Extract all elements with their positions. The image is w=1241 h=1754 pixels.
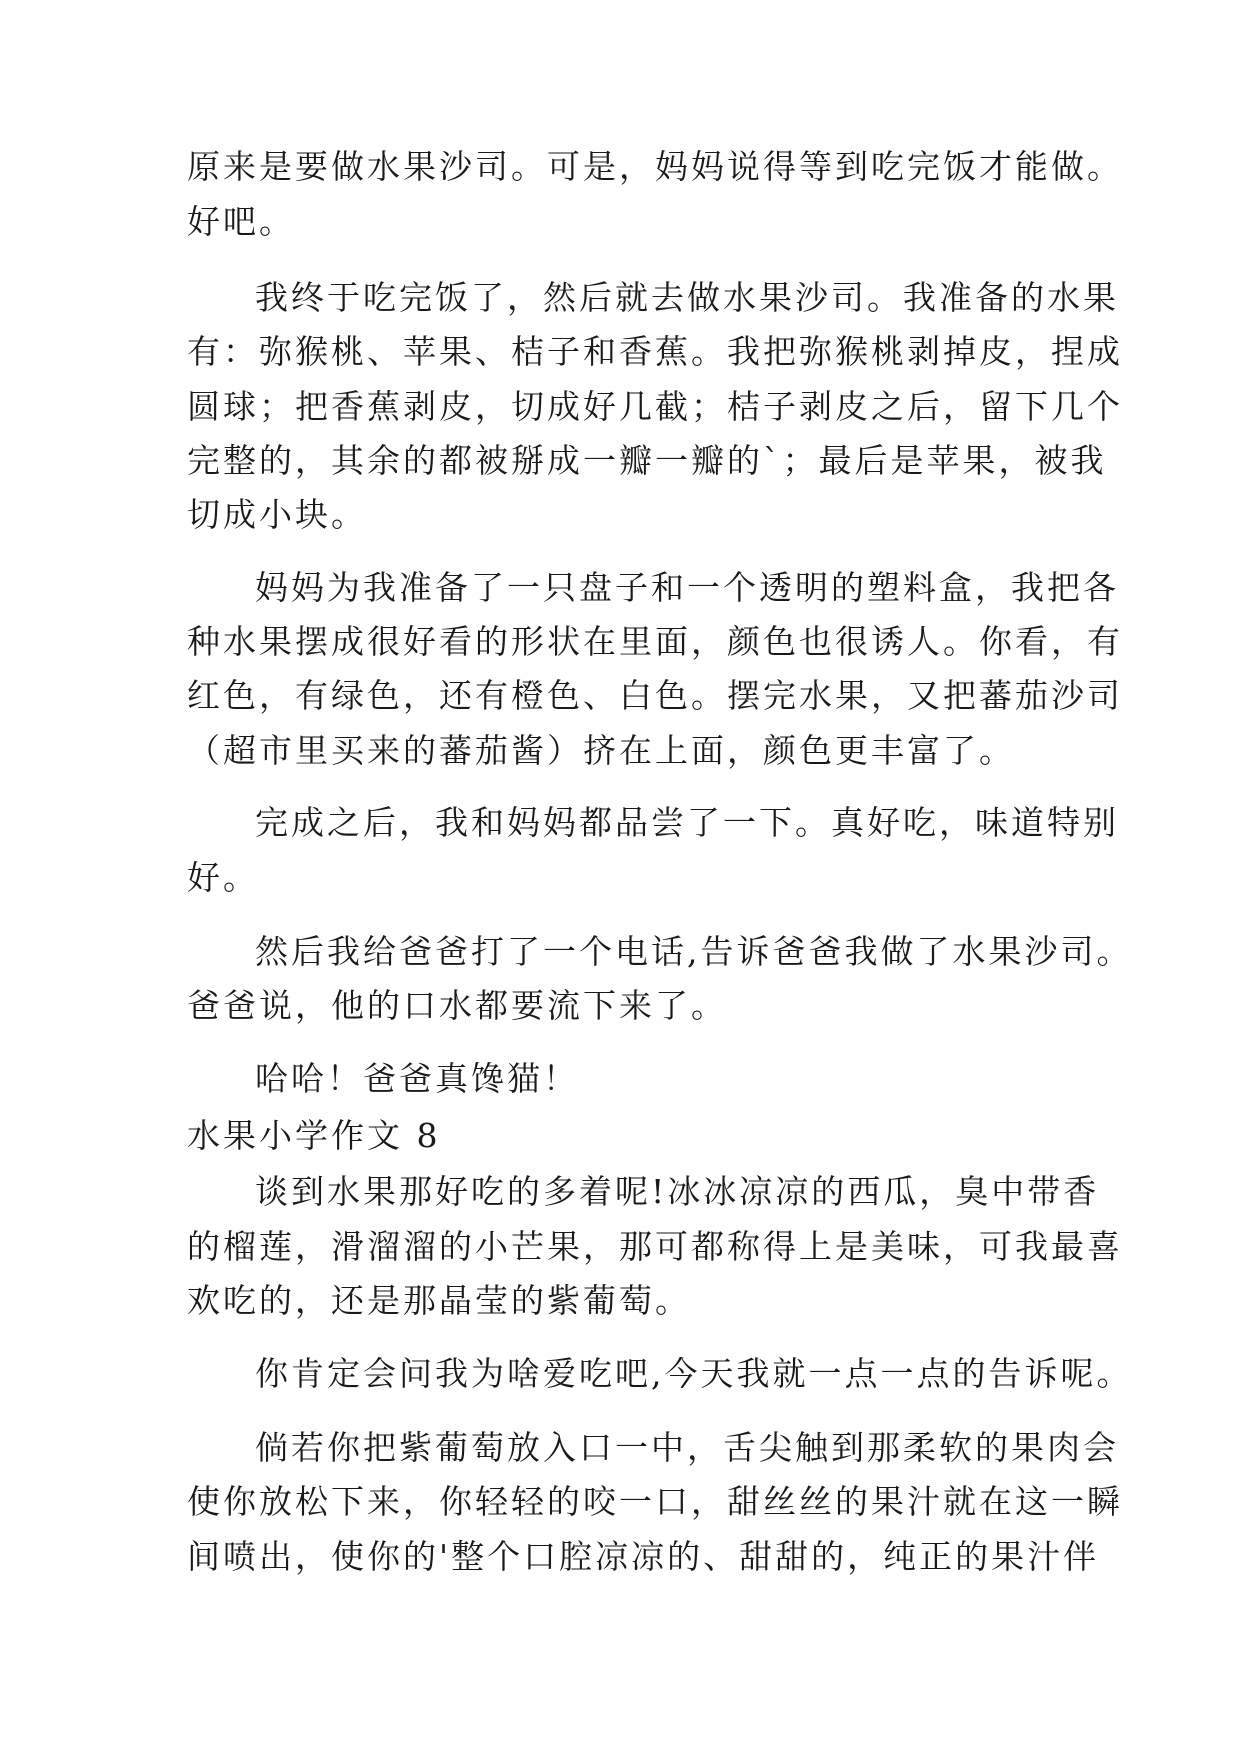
paragraph-first-line: 谈到水果那好吃的多着呢!冰冰凉凉的西瓜，臭中带香: [255, 1172, 1100, 1211]
text-line: 使你放松下来，你轻轻的咬一口，甜丝丝的果汁就在这一瞬: [187, 1482, 1123, 1521]
text-line: 好吧。: [187, 202, 295, 241]
text-line: 间喷出，使你的'整个口腔凉凉的、甜甜的，纯正的果汁伴: [187, 1537, 1100, 1576]
paragraph-first-line: 哈哈！爸爸真馋猫！: [255, 1059, 579, 1098]
paragraph-first-line: 完成之后，我和妈妈都品尝了一下。真好吃，味道特别: [255, 803, 1119, 842]
text-line: 红色，有绿色，还有橙色、白色。摆完水果，又把蕃茄沙司: [187, 676, 1123, 715]
text-line: 切成小块。: [187, 495, 367, 534]
paragraph-first-line: 然后我给爸爸打了一个电话,告诉爸爸我做了水果沙司。: [255, 932, 1133, 971]
text-line: 欢吃的，还是那晶莹的紫葡萄。: [187, 1281, 691, 1320]
text-line: 有：弥猴桃、苹果、桔子和香蕉。我把弥猴桃剥掉皮，捏成: [187, 332, 1123, 371]
text-line: 爸爸说，他的口水都要流下来了。: [187, 986, 727, 1025]
text-line: （超市里买来的蕃茄酱）挤在上面，颜色更丰富了。: [187, 731, 1015, 770]
text-line: 圆球；把香蕉剥皮，切成好几截；桔子剥皮之后，留下几个: [187, 387, 1123, 426]
text-line: 好。: [187, 858, 259, 897]
paragraph-first-line: 妈妈为我准备了一只盘子和一个透明的塑料盒，我把各: [255, 568, 1119, 607]
text-line: 的榴莲，滑溜溜的小芒果，那可都称得上是美味，可我最喜: [187, 1227, 1123, 1266]
text-line: 种水果摆成很好看的形状在里面，颜色也很诱人。你看，有: [187, 622, 1123, 661]
text-line: 原来是要做水果沙司。可是，妈妈说得等到吃完饭才能做。: [187, 147, 1123, 186]
paragraph-first-line: 我终于吃完饭了，然后就去做水果沙司。我准备的水果: [255, 278, 1119, 317]
paragraph-first-line: 你肯定会问我为啥爱吃吧,今天我就一点一点的告诉呢。: [255, 1354, 1133, 1393]
text-line: 完整的，其余的都被掰成一瓣一瓣的`；最后是苹果，被我: [187, 441, 1107, 480]
section-heading: 水果小学作文 8: [187, 1116, 441, 1155]
paragraph-first-line: 倘若你把紫葡萄放入口一中，舌尖触到那柔软的果肉会: [255, 1428, 1119, 1467]
